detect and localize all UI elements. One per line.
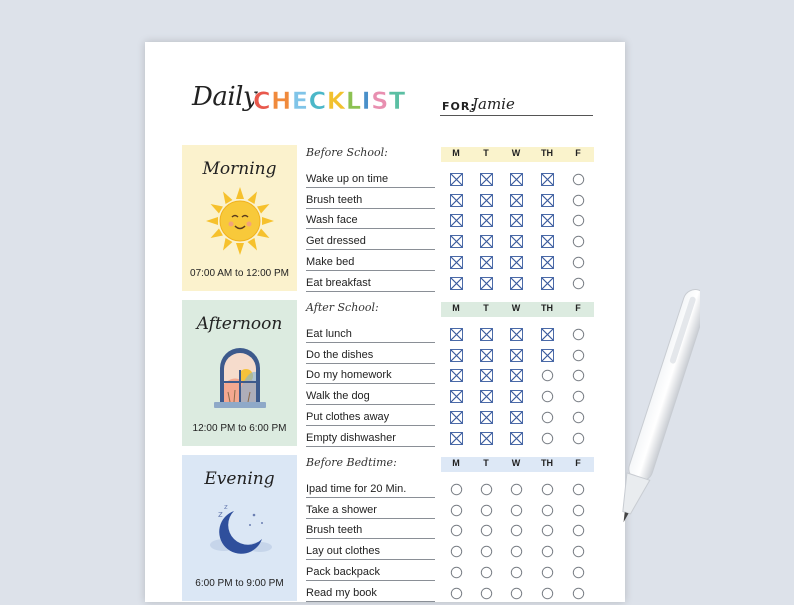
empty-checkbox[interactable] (541, 390, 554, 403)
task-label: Get dressed (306, 235, 366, 248)
empty-checkbox[interactable] (541, 483, 554, 496)
task-label: Put clothes away (306, 410, 390, 423)
empty-checkbox[interactable] (480, 566, 493, 579)
checked-box[interactable] (510, 194, 523, 207)
day-label-f: F (575, 303, 581, 313)
empty-checkbox[interactable] (572, 504, 585, 517)
checked-box[interactable] (450, 256, 463, 269)
panel-time-range: 07:00 AM to 12:00 PM (190, 268, 289, 279)
day-label-w: W (511, 458, 521, 468)
checked-box[interactable] (510, 214, 523, 227)
task-row (306, 250, 435, 271)
day-label-th: TH (541, 303, 553, 313)
day-label-t: T (483, 458, 489, 468)
empty-checkbox[interactable] (480, 587, 493, 600)
checked-box[interactable] (450, 328, 463, 341)
checked-box[interactable] (480, 194, 493, 207)
checked-box[interactable] (480, 328, 493, 341)
checked-box[interactable] (450, 349, 463, 362)
checked-box[interactable] (510, 411, 523, 424)
checked-box[interactable] (480, 349, 493, 362)
title-letter: S (371, 87, 389, 115)
time-panel (182, 300, 297, 446)
title-letter: H (271, 87, 292, 115)
empty-checkbox[interactable] (541, 524, 554, 537)
empty-checkbox[interactable] (510, 524, 523, 537)
empty-checkbox[interactable] (450, 587, 463, 600)
task-row (306, 498, 435, 519)
empty-checkbox[interactable] (572, 545, 585, 558)
task-row (306, 322, 435, 343)
title-letter: C (308, 87, 327, 115)
title-letter: T (388, 87, 406, 115)
empty-checkbox[interactable] (450, 524, 463, 537)
checked-box[interactable] (541, 256, 554, 269)
empty-checkbox[interactable] (541, 369, 554, 382)
empty-checkbox[interactable] (480, 524, 493, 537)
empty-checkbox[interactable] (572, 173, 585, 186)
checked-box[interactable] (480, 277, 493, 290)
checked-box[interactable] (510, 173, 523, 186)
task-label: Empty dishwasher (306, 431, 396, 444)
checked-box[interactable] (450, 214, 463, 227)
empty-checkbox[interactable] (450, 483, 463, 496)
checked-box[interactable] (541, 235, 554, 248)
for-underline (440, 115, 593, 116)
empty-checkbox[interactable] (572, 411, 585, 424)
checked-box[interactable] (450, 173, 463, 186)
checked-box[interactable] (510, 277, 523, 290)
section-heading: Before School: (306, 146, 388, 159)
empty-checkbox[interactable] (510, 545, 523, 558)
checked-box[interactable] (450, 432, 463, 445)
checked-box[interactable] (480, 256, 493, 269)
day-label-m: M (452, 148, 460, 158)
checked-box[interactable] (510, 432, 523, 445)
day-label-t: T (483, 148, 489, 158)
moon-icon (204, 495, 276, 567)
empty-checkbox[interactable] (572, 369, 585, 382)
task-label: Read my book (306, 586, 377, 599)
task-row (306, 188, 435, 209)
empty-checkbox[interactable] (572, 194, 585, 207)
task-row (306, 518, 435, 539)
checked-box[interactable] (541, 214, 554, 227)
task-row (306, 229, 435, 250)
day-label-m: M (452, 303, 460, 313)
empty-checkbox[interactable] (572, 524, 585, 537)
empty-checkbox[interactable] (541, 432, 554, 445)
task-label: Brush teeth (306, 193, 363, 206)
checked-box[interactable] (450, 369, 463, 382)
task-label: Make bed (306, 255, 355, 268)
for-label: FOR: (442, 100, 476, 113)
empty-checkbox[interactable] (572, 432, 585, 445)
checked-box[interactable] (541, 194, 554, 207)
task-row (306, 208, 435, 229)
day-label-t: T (483, 303, 489, 313)
empty-checkbox[interactable] (480, 504, 493, 517)
title-letter: K (326, 87, 346, 115)
checked-box[interactable] (510, 369, 523, 382)
checked-box[interactable] (480, 173, 493, 186)
checked-box[interactable] (450, 277, 463, 290)
section-morning (182, 145, 594, 295)
title-letter: E (291, 87, 309, 115)
section-afternoon (182, 300, 594, 450)
checked-box[interactable] (510, 349, 523, 362)
window-icon (204, 340, 276, 412)
checked-box[interactable] (450, 390, 463, 403)
task-label: Eat breakfast (306, 276, 371, 289)
task-row (306, 426, 435, 447)
checked-box[interactable] (450, 194, 463, 207)
task-label: Pack backpack (306, 565, 380, 578)
task-row (306, 271, 435, 292)
task-row (306, 539, 435, 560)
task-row (306, 363, 435, 384)
checked-box[interactable] (541, 328, 554, 341)
title-daily: Daily (192, 82, 258, 112)
title-letter: C (253, 87, 272, 115)
day-label-f: F (575, 148, 581, 158)
checked-box[interactable] (480, 214, 493, 227)
empty-checkbox[interactable] (541, 545, 554, 558)
checked-box[interactable] (510, 328, 523, 341)
checked-box[interactable] (480, 235, 493, 248)
task-label: Ipad time for 20 Min. (306, 483, 407, 495)
empty-checkbox[interactable] (572, 587, 585, 600)
day-label-m: M (452, 458, 460, 468)
task-row (306, 477, 435, 498)
checked-box[interactable] (541, 173, 554, 186)
task-label: Lay out clothes (306, 545, 380, 558)
section-heading: After School: (306, 301, 379, 314)
day-label-f: F (575, 458, 581, 468)
panel-title: Afternoon (196, 314, 283, 334)
day-label-w: W (511, 303, 521, 313)
task-label: Eat lunch (306, 328, 352, 340)
task-label: Wake up on time (306, 173, 389, 185)
checked-box[interactable] (480, 369, 493, 382)
time-panel (182, 145, 297, 291)
task-row (306, 343, 435, 364)
task-row (306, 384, 435, 405)
checked-box[interactable] (450, 411, 463, 424)
title-letter: L (345, 87, 362, 115)
empty-checkbox[interactable] (572, 235, 585, 248)
panel-time-range: 6:00 PM to 9:00 PM (195, 578, 284, 589)
checklist-paper (145, 42, 625, 602)
empty-checkbox[interactable] (541, 587, 554, 600)
task-label: Wash face (306, 214, 358, 227)
empty-checkbox[interactable] (480, 545, 493, 558)
section-evening (182, 455, 594, 605)
task-row (306, 405, 435, 426)
checked-box[interactable] (510, 256, 523, 269)
empty-checkbox[interactable] (572, 328, 585, 341)
empty-checkbox[interactable] (572, 483, 585, 496)
day-label-w: W (511, 148, 521, 158)
empty-checkbox[interactable] (510, 587, 523, 600)
task-row (306, 581, 435, 602)
empty-checkbox[interactable] (450, 545, 463, 558)
pen-icon (590, 280, 700, 540)
empty-checkbox[interactable] (541, 411, 554, 424)
empty-checkbox[interactable] (572, 214, 585, 227)
time-panel (182, 455, 297, 601)
panel-time-range: 12:00 PM to 6:00 PM (192, 423, 287, 434)
checked-box[interactable] (541, 277, 554, 290)
checked-box[interactable] (480, 432, 493, 445)
checked-box[interactable] (510, 235, 523, 248)
svg-text:z: z (224, 503, 228, 511)
task-label: Do the dishes (306, 348, 374, 361)
title-checklist (253, 87, 406, 115)
empty-checkbox[interactable] (572, 277, 585, 290)
checked-box[interactable] (510, 390, 523, 403)
for-name: Jamie (472, 95, 515, 113)
checked-box[interactable] (480, 411, 493, 424)
empty-checkbox[interactable] (510, 483, 523, 496)
checked-box[interactable] (450, 235, 463, 248)
empty-checkbox[interactable] (572, 256, 585, 269)
empty-checkbox[interactable] (450, 504, 463, 517)
empty-checkbox[interactable] (480, 483, 493, 496)
empty-checkbox[interactable] (541, 566, 554, 579)
checked-box[interactable] (480, 390, 493, 403)
svg-text:z: z (218, 510, 223, 520)
sun-icon (204, 185, 276, 257)
day-label-th: TH (541, 148, 553, 158)
panel-title: Morning (202, 159, 277, 179)
empty-checkbox[interactable] (572, 566, 585, 579)
task-row (306, 167, 435, 188)
title-letter: I (361, 87, 372, 115)
task-row (306, 560, 435, 581)
section-heading: Before Bedtime: (306, 456, 397, 469)
task-label: Do my homework (306, 369, 392, 382)
empty-checkbox[interactable] (572, 349, 585, 362)
empty-checkbox[interactable] (572, 390, 585, 403)
empty-checkbox[interactable] (450, 566, 463, 579)
empty-checkbox[interactable] (510, 504, 523, 517)
task-label: Take a shower (306, 503, 377, 516)
task-label: Brush teeth (306, 524, 363, 537)
empty-checkbox[interactable] (510, 566, 523, 579)
panel-title: Evening (204, 469, 275, 489)
day-label-th: TH (541, 458, 553, 468)
checked-box[interactable] (541, 349, 554, 362)
task-label: Walk the dog (306, 390, 370, 403)
empty-checkbox[interactable] (541, 504, 554, 517)
